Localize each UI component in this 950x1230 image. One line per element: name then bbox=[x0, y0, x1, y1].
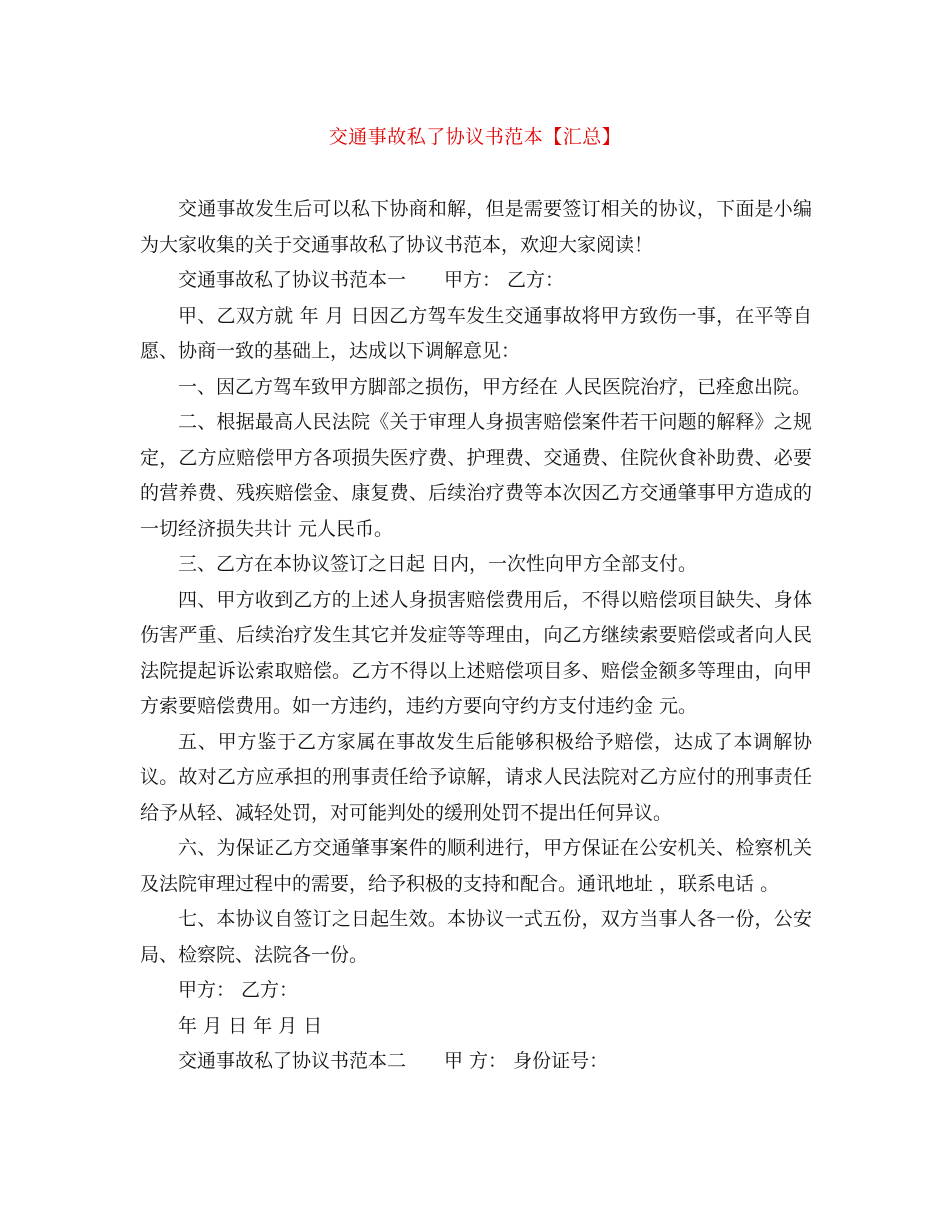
paragraph-clause-6: 六、为保证乙方交通肇事案件的顺利进行，甲方保证在公安机关、检察机关及法院审理过程中的需要，给予积极的支持和配合。通讯地址 ，联系电话 。 bbox=[140, 837, 812, 895]
paragraph-clause-3: 三、乙方在本协议签订之日起 日内，一次性向甲方全部支付。 bbox=[178, 553, 698, 575]
paragraph-signatures: 甲方： 乙方： bbox=[178, 979, 299, 1001]
paragraph-preamble: 甲、乙双方就 年 月 日因乙方驾车发生交通事故将甲方致伤一事，在平等自愿、协商一致的基础上，达成以下调解意见： bbox=[140, 304, 812, 362]
paragraph-sample-two-heading: 交通事故私了协议书范本二 甲 方： 身份证号： bbox=[178, 1050, 609, 1072]
paragraph-dates: 年 月 日 年 月 日 bbox=[178, 1014, 323, 1037]
paragraph-clause-7: 七、本协议自签订之日起生效。本协议一式五份，双方当事人各一份，公安局、检察院、法院各一份。 bbox=[140, 908, 812, 966]
paragraph-clause-1: 一、因乙方驾车致甲方脚部之损伤，甲方经在 人民医院治疗，已痊愈出院。 bbox=[178, 375, 812, 398]
paragraph-clause-4: 四、甲方收到乙方的上述人身损害赔偿费用后，不得以赔偿项目缺失、身体伤害严重、后续治疗发生其它并发症等等理由，向乙方继续索要赔偿或者向人民法院提起诉讼索取赔偿。乙方不得以上述赔偿项目多、赔偿金额多等理由，向甲方索要赔偿费用。如一方违约，违约方要向守约方支付违约金 元。 bbox=[140, 588, 812, 717]
paragraph-intro: 交通事故发生后可以私下协商和解，但是需要签订相关的协议，下面是小编为大家收集的关于交通事故私了协议书范本，欢迎大家阅读！ bbox=[140, 198, 812, 256]
document-body bbox=[140, 192, 812, 1080]
paragraph-sample-one-heading: 交通事故私了协议书范本一 甲方： 乙方： bbox=[178, 269, 565, 291]
document-title: 交通事故私了协议书范本【汇总】 bbox=[328, 126, 622, 148]
paragraph-clause-2: 二、根据最高人民法院《关于审理人身损害赔偿案件若干问题的解释》之规定，乙方应赔偿甲方各项损失医疗费、护理费、交通费、住院伙食补助费、必要的营养费、残疾赔偿金、康复费、后续治疗费等本次因乙方交通肇事甲方造成的一切经济损失共计 元人民币。 bbox=[140, 411, 812, 540]
paragraph-clause-5: 五、甲方鉴于乙方家属在事故发生后能够积极给予赔偿，达成了本调解协议。故对乙方应承担的刑事责任给予谅解，请求人民法院对乙方应付的刑事责任给予从轻、减轻处罚，对可能判处的缓刑处罚不提出任何异议。 bbox=[140, 730, 812, 824]
